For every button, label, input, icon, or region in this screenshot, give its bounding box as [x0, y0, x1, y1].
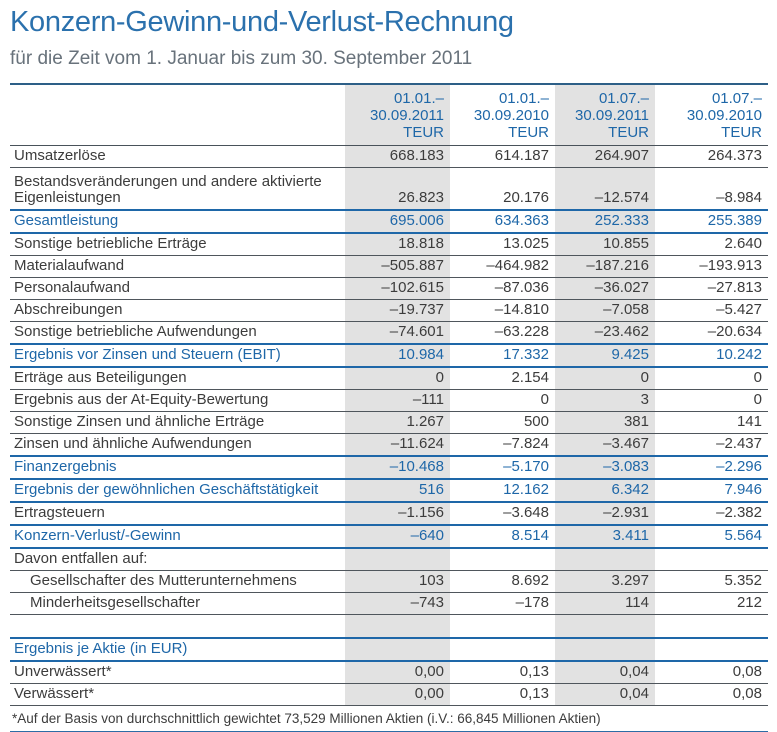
row-label — [10, 615, 345, 639]
row-label: Konzern-Verlust/-Gewinn — [10, 525, 345, 548]
column-header-line: 30.09.2011 — [370, 107, 444, 124]
row-value — [345, 548, 450, 571]
row-value: 0,04 — [555, 661, 655, 684]
row-value: –640 — [345, 525, 450, 548]
table-row — [10, 525, 768, 548]
row-value: 10.984 — [345, 344, 450, 367]
row-label: Bestandsveränderungen und andere aktivierte Eigenleistungen — [10, 168, 345, 211]
row-label: Gesamtleistung — [10, 210, 345, 233]
row-label: Abschreibungen — [10, 300, 345, 322]
row-value: 695.006 — [345, 210, 450, 233]
column-header-4 — [655, 84, 768, 146]
row-value: 141 — [655, 412, 768, 434]
table-row — [10, 684, 768, 706]
row-value: 634.363 — [450, 210, 555, 233]
row-value — [555, 638, 655, 661]
row-value: 9.425 — [555, 344, 655, 367]
row-value: 0 — [345, 367, 450, 390]
row-value: 2.640 — [655, 233, 768, 256]
row-value: 0,04 — [555, 684, 655, 706]
row-label: Ergebnis aus der At-Equity-Bewertung — [10, 390, 345, 412]
row-value: –14.810 — [450, 300, 555, 322]
table-row — [10, 502, 768, 525]
table-row — [10, 146, 768, 168]
column-header-line: 30.09.2010 — [686, 107, 762, 124]
row-value: –193.913 — [655, 256, 768, 278]
row-value: –12.574 — [555, 168, 655, 211]
column-header-1 — [345, 84, 450, 146]
table-row — [10, 548, 768, 571]
row-value: 0,13 — [450, 684, 555, 706]
row-value: 3 — [555, 390, 655, 412]
table-row — [10, 479, 768, 502]
row-value: 0,08 — [655, 684, 768, 706]
row-value: 0,00 — [345, 684, 450, 706]
row-value: 264.907 — [555, 146, 655, 168]
row-value: 18.818 — [345, 233, 450, 256]
row-value: 252.333 — [555, 210, 655, 233]
table-row — [10, 593, 768, 615]
row-label: Materialaufwand — [10, 256, 345, 278]
row-value: 12.162 — [450, 479, 555, 502]
row-value: 0,08 — [655, 661, 768, 684]
table-row — [10, 300, 768, 322]
row-value: –27.813 — [655, 278, 768, 300]
row-value: –7.824 — [450, 434, 555, 457]
row-value: –11.624 — [345, 434, 450, 457]
row-value: –3.648 — [450, 502, 555, 525]
column-header-line: 01.01.– — [393, 90, 444, 107]
table-header-row — [10, 84, 768, 146]
row-value: –111 — [345, 390, 450, 412]
table-row — [10, 322, 768, 345]
row-value — [555, 548, 655, 571]
column-header-line: TEUR — [721, 124, 762, 141]
row-value: –19.737 — [345, 300, 450, 322]
row-label: Ergebnis vor Zinsen und Steuern (EBIT) — [10, 344, 345, 367]
row-label: Ergebnis der gewöhnlichen Geschäftstätigkeit — [10, 479, 345, 502]
empty-header-cell — [10, 84, 345, 146]
row-value — [450, 548, 555, 571]
row-value: –2.437 — [655, 434, 768, 457]
table-row — [10, 434, 768, 457]
row-value: 255.389 — [655, 210, 768, 233]
row-value: –3.467 — [555, 434, 655, 457]
row-label: Sonstige betriebliche Aufwendungen — [10, 322, 345, 345]
column-header-line: TEUR — [508, 124, 549, 141]
row-value — [655, 615, 768, 639]
row-value: 3.297 — [555, 571, 655, 593]
row-value — [450, 638, 555, 661]
row-label: Verwässert* — [10, 684, 345, 706]
row-label: Sonstige betriebliche Erträge — [10, 233, 345, 256]
row-value: –5.170 — [450, 456, 555, 479]
row-value: –2.382 — [655, 502, 768, 525]
column-header-2 — [450, 84, 555, 146]
row-value: 0 — [655, 367, 768, 390]
row-value: 0 — [555, 367, 655, 390]
table-row — [10, 210, 768, 233]
row-value: 0,00 — [345, 661, 450, 684]
row-value: –2.296 — [655, 456, 768, 479]
row-value — [655, 548, 768, 571]
row-label: Davon entfallen auf: — [10, 548, 345, 571]
row-value — [450, 615, 555, 639]
row-value: –187.216 — [555, 256, 655, 278]
row-value: 264.373 — [655, 146, 768, 168]
row-label: Ertragsteuern — [10, 502, 345, 525]
row-value: 8.514 — [450, 525, 555, 548]
row-label: Unverwässert* — [10, 661, 345, 684]
row-value: –2.931 — [555, 502, 655, 525]
row-value: –178 — [450, 593, 555, 615]
row-value: 10.242 — [655, 344, 768, 367]
row-value: –23.462 — [555, 322, 655, 345]
row-value: 516 — [345, 479, 450, 502]
column-header-line: 01.07.– — [598, 90, 649, 107]
row-value: –74.601 — [345, 322, 450, 345]
row-value: 6.342 — [555, 479, 655, 502]
column-header-line: 01.07.– — [711, 90, 762, 107]
row-label: Umsatzerlöse — [10, 146, 345, 168]
row-value: –87.036 — [450, 278, 555, 300]
row-value: 13.025 — [450, 233, 555, 256]
row-value: 2.154 — [450, 367, 555, 390]
footnote: *Auf der Basis von durchschnittlich gewichtet 73,529 Millionen Aktien (i.V.: 66,845 Millionen Aktien) — [10, 706, 768, 732]
table-row — [10, 661, 768, 684]
row-value: –1.156 — [345, 502, 450, 525]
row-value: 114 — [555, 593, 655, 615]
column-header-line: 01.01.– — [498, 90, 549, 107]
row-value: –102.615 — [345, 278, 450, 300]
row-value: 17.332 — [450, 344, 555, 367]
table-row — [10, 233, 768, 256]
table-row — [10, 456, 768, 479]
row-value — [345, 638, 450, 661]
row-value: 500 — [450, 412, 555, 434]
table-row — [10, 412, 768, 434]
table-row — [10, 390, 768, 412]
row-value: 668.183 — [345, 146, 450, 168]
row-value: 26.823 — [345, 168, 450, 211]
row-value — [555, 615, 655, 639]
table-row — [10, 168, 768, 211]
row-label: Gesellschafter des Mutterunternehmens — [10, 571, 345, 593]
column-header-line: 30.09.2010 — [473, 107, 549, 124]
row-value: 20.176 — [450, 168, 555, 211]
row-value: 0 — [450, 390, 555, 412]
row-value: 381 — [555, 412, 655, 434]
row-value: 8.692 — [450, 571, 555, 593]
table-row — [10, 571, 768, 593]
row-value — [345, 615, 450, 639]
column-header-3 — [555, 84, 655, 146]
row-value: –8.984 — [655, 168, 768, 211]
row-value: 5.352 — [655, 571, 768, 593]
row-value: 212 — [655, 593, 768, 615]
row-value: 3.411 — [555, 525, 655, 548]
row-label: Finanzergebnis — [10, 456, 345, 479]
row-value: –743 — [345, 593, 450, 615]
page-subtitle: für die Zeit vom 1. Januar bis zum 30. September 2011 — [10, 48, 473, 69]
row-value: 0 — [655, 390, 768, 412]
page-title: Konzern-Gewinn-und-Verlust-Rechnung — [10, 6, 514, 38]
row-value: –464.982 — [450, 256, 555, 278]
row-value: 7.946 — [655, 479, 768, 502]
column-header-line: 30.09.2011 — [575, 107, 649, 124]
row-label: Sonstige Zinsen und ähnliche Erträge — [10, 412, 345, 434]
row-value: –63.228 — [450, 322, 555, 345]
column-header-line: TEUR — [403, 124, 444, 141]
row-label: Erträge aus Beteiligungen — [10, 367, 345, 390]
row-label: Minderheitsgesellschafter — [10, 593, 345, 615]
row-label: Personalaufwand — [10, 278, 345, 300]
row-label: Ergebnis je Aktie (in EUR) — [10, 638, 345, 661]
row-value: 103 — [345, 571, 450, 593]
row-value: 10.855 — [555, 233, 655, 256]
row-value: –505.887 — [345, 256, 450, 278]
row-value: –5.427 — [655, 300, 768, 322]
table-row — [10, 256, 768, 278]
table-row — [10, 344, 768, 367]
row-value: 1.267 — [345, 412, 450, 434]
row-value: –10.468 — [345, 456, 450, 479]
column-header-line: TEUR — [608, 124, 649, 141]
table-row — [10, 367, 768, 390]
row-value: –20.634 — [655, 322, 768, 345]
row-value: –36.027 — [555, 278, 655, 300]
income-statement-table — [10, 83, 768, 706]
spacer-row — [10, 615, 768, 639]
row-value: 614.187 — [450, 146, 555, 168]
row-label: Zinsen und ähnliche Aufwendungen — [10, 434, 345, 457]
table-row — [10, 638, 768, 661]
table-row — [10, 278, 768, 300]
row-value: 5.564 — [655, 525, 768, 548]
row-value: –7.058 — [555, 300, 655, 322]
row-value: –3.083 — [555, 456, 655, 479]
row-value — [655, 638, 768, 661]
row-value: 0,13 — [450, 661, 555, 684]
